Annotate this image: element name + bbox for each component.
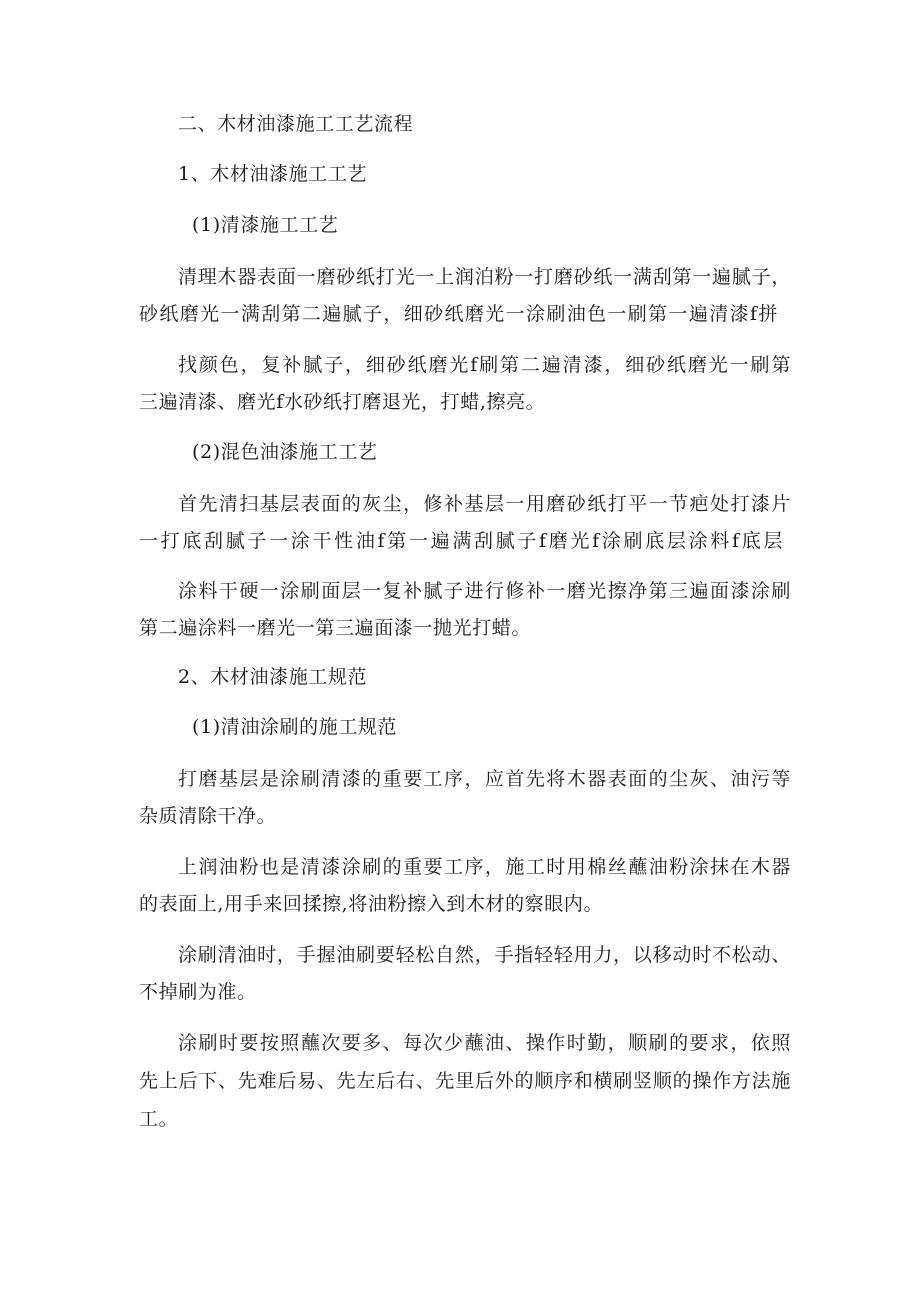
subsubsection-heading: (2)混色油漆施工工艺 <box>192 441 378 463</box>
paragraph-line: 一打底刮腻子一涂干性油f第一遍满刮腻子f磨光f涂刷底层涂料f底层 <box>139 530 783 552</box>
subsubsection-heading: (1)清漆施工工艺 <box>192 214 339 236</box>
paragraph-line: 工。 <box>139 1108 179 1130</box>
paragraph-line: 先上后下、先难后易、先左后右、先里后外的顺序和横刷竖顺的操作方法施 <box>139 1070 791 1092</box>
paragraph-line: 打磨基层是涂刷清漆的重要工序，应首先将木器表面的尘灰、油污等 <box>178 768 791 790</box>
paragraph-line: 涂刷时要按照蘸次要多、每次少蘸油、操作时勤，顺刷的要求，依照 <box>178 1032 791 1054</box>
subsection-heading: 1、木材油漆施工工艺 <box>178 163 368 185</box>
paragraph-line: 第二遍涂料一磨光一第三遍面漆一抛光打蜡。 <box>139 617 532 639</box>
section-heading: 二、木材油漆施工工艺流程 <box>178 113 414 135</box>
paragraph-line: 涂料干硬一涂刷面层一复补腻子进行修补一磨光擦净第三遍面漆涂刷 <box>178 580 791 602</box>
paragraph-line: 三遍清漆、磨光f水砂纸打磨退光，打蜡,擦亮。 <box>139 391 546 413</box>
paragraph-line: 涂刷清油时，手握油刷要轻松自然，手指轻轻用力，以移动时不松动、 <box>178 944 791 966</box>
paragraph-line: 杂质清除干净。 <box>139 805 277 827</box>
paragraph-line: 不掉刷为准。 <box>139 981 257 1003</box>
paragraph-line: 找颜色，复补腻子，细砂纸磨光f刷第二遍清漆，细砂纸磨光一刷第 <box>178 354 791 376</box>
paragraph-line: 上润油粉也是清漆涂刷的重要工序，施工时用棉丝蘸油粉涂抹在木器 <box>178 856 791 878</box>
paragraph-line: 首先清扫基层表面的灰尘，修补基层一用磨砂纸打平一节疤处打漆片 <box>178 493 791 515</box>
paragraph-line: 砂纸磨光一满刮第二遍腻子，细砂纸磨光一涂刷油色一刷第一遍清漆f拼 <box>139 303 778 325</box>
paragraph-line: 的表面上,用手来回揉擦,将油粉擦入到木材的察眼内。 <box>139 893 604 915</box>
paragraph-line: 清理木器表面一磨砂纸打光一上润泊粉一打磨砂纸一满刮第一遍腻子， <box>178 266 791 288</box>
subsubsection-heading: (1)清油涂刷的施工规范 <box>192 716 398 738</box>
subsection-heading: 2、木材油漆施工规范 <box>178 666 368 688</box>
